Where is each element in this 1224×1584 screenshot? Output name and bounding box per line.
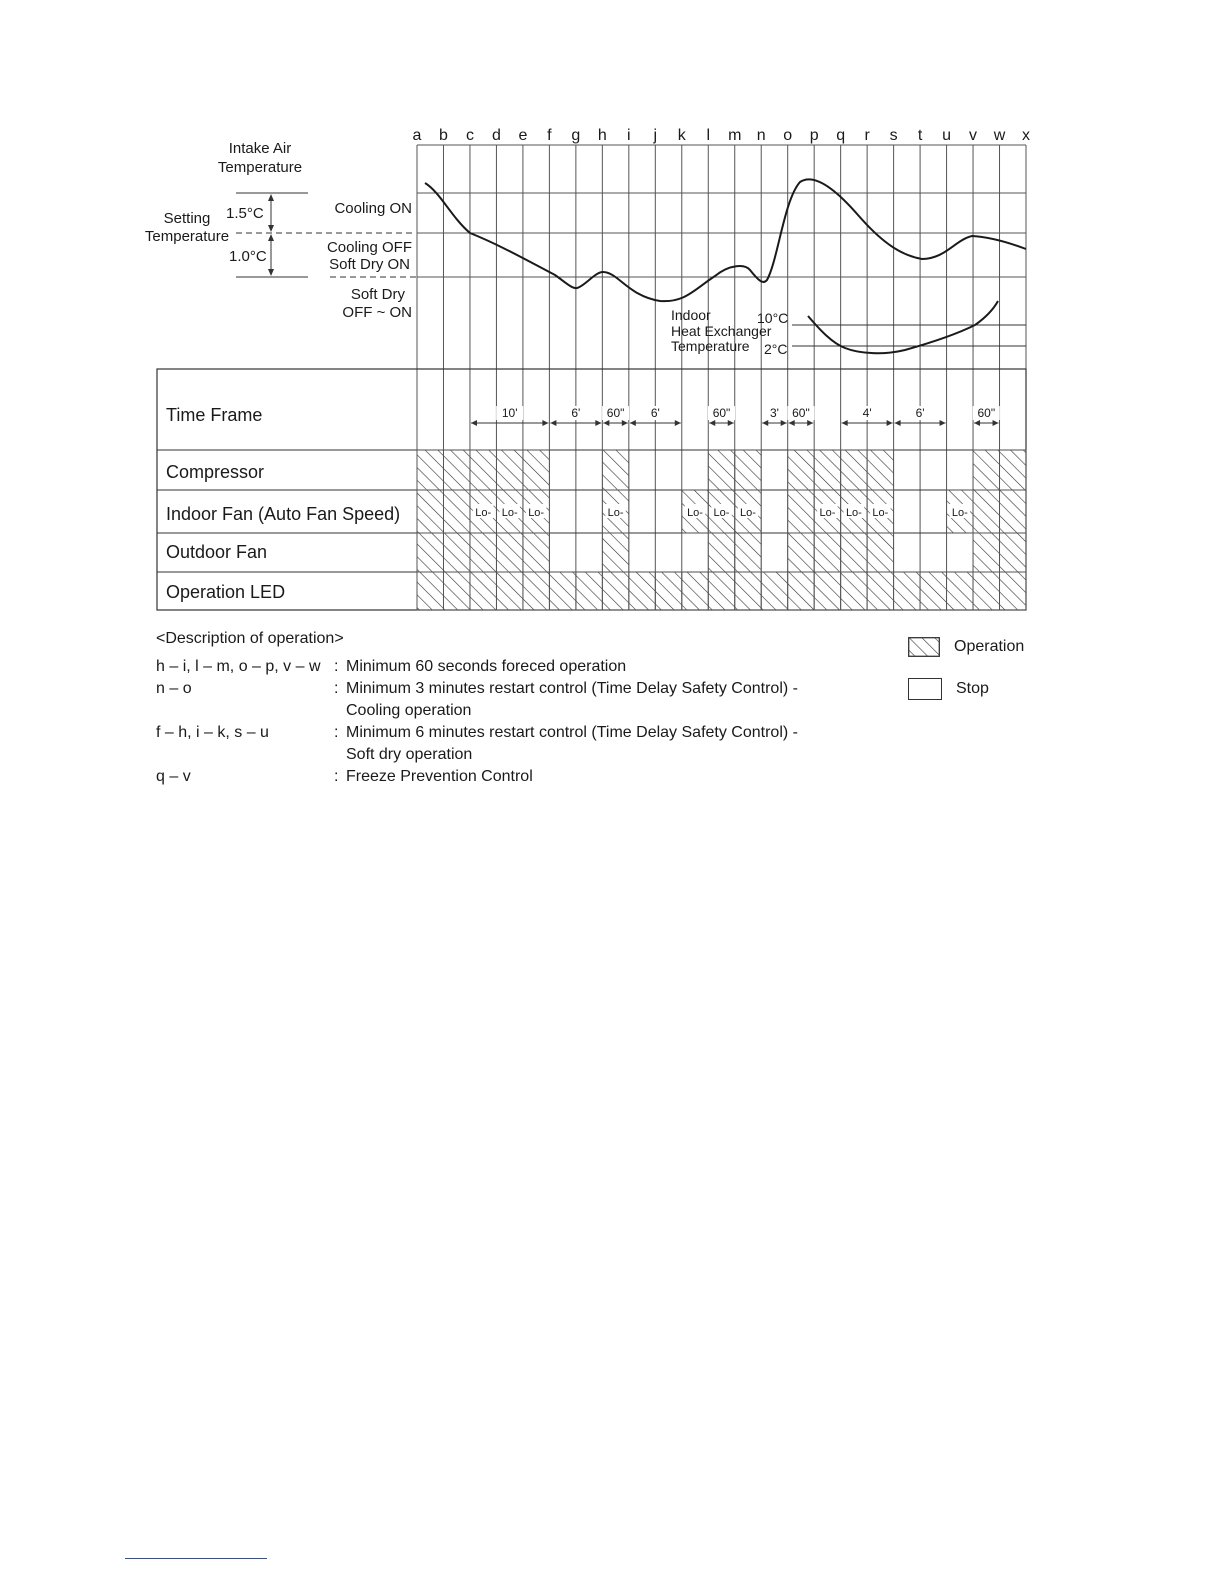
description-colon: : (334, 768, 339, 785)
time-point-p: p (809, 127, 819, 144)
soft-dry-on-label: Soft Dry ON (329, 256, 410, 273)
cell-compressor-operation (814, 450, 840, 490)
heat-exchanger-label-1: Indoor (671, 307, 711, 323)
time-span-arrowhead (781, 420, 787, 426)
time-span-arrowhead (887, 420, 893, 426)
description-key: h – i, l – m, o – p, v – w (156, 658, 321, 675)
description-item (156, 656, 876, 678)
cell-operation-led-operation (973, 572, 999, 610)
cell-outdoor-fan-operation (1000, 533, 1026, 572)
setting-temperature-label-2: Temperature (144, 228, 230, 245)
cell-operation-led-operation (735, 572, 761, 610)
cell-outdoor-fan-operation (443, 533, 469, 572)
time-point-w: w (993, 127, 1006, 144)
cell-indoor-fan-operation (417, 490, 443, 533)
description-text: Minimum 3 minutes restart control (Time Delay Safety Control) - (346, 680, 798, 697)
intake-air-label: Intake Air (228, 140, 292, 157)
time-point-g: g (571, 127, 581, 144)
time-span-arrowhead (630, 420, 636, 426)
off-on-label: OFF ~ ON (342, 304, 412, 321)
description-item (156, 766, 876, 788)
cell-compressor-operation (841, 450, 867, 490)
time-span-arrowhead (974, 420, 980, 426)
description-text: Freeze Prevention Control (346, 768, 533, 785)
lo-speed-label: Lo- (501, 507, 518, 519)
cell-operation-led-operation (788, 572, 814, 610)
time-span-arrowhead (728, 420, 734, 426)
time-point-n: n (756, 127, 766, 144)
time-span-arrowhead (622, 420, 628, 426)
lo-speed-label: Lo- (475, 507, 492, 519)
time-point-d: d (491, 127, 501, 144)
cell-operation-led-operation (867, 572, 893, 610)
cell-outdoor-fan-operation (708, 533, 734, 572)
row-label-time-frame: Time Frame (166, 405, 263, 425)
time-span-label: 60" (792, 406, 810, 420)
cell-compressor-operation (523, 450, 549, 490)
time-span-arrowhead (603, 420, 609, 426)
cell-outdoor-fan-operation (788, 533, 814, 572)
row-label-compressor: Compressor (166, 462, 265, 482)
cell-operation-led-operation (761, 572, 787, 610)
cell-outdoor-fan-operation (973, 533, 999, 572)
left-temperature-labels (145, 140, 416, 321)
time-span-label: 6' (915, 406, 925, 420)
time-span-arrowhead (993, 420, 999, 426)
time-point-r: r (864, 127, 870, 144)
cell-operation-led-operation (523, 572, 549, 610)
description-key: n – o (156, 680, 192, 697)
cooling-on-label: Cooling ON (334, 200, 412, 217)
time-span-arrowhead (709, 420, 715, 426)
cell-indoor-fan-operation (973, 490, 999, 533)
cell-compressor-operation (1000, 450, 1026, 490)
lo-speed-label: Lo- (607, 507, 624, 519)
time-point-e: e (518, 127, 528, 144)
time-span-arrowhead (895, 420, 901, 426)
time-span-arrowhead (550, 420, 556, 426)
time-span-arrowhead (471, 420, 477, 426)
row-label-indoor-fan: Indoor Fan (Auto Fan Speed) (166, 504, 401, 524)
time-point-x: x (1022, 127, 1030, 144)
cell-operation-led-operation (655, 572, 681, 610)
legend-stop-swatch (908, 678, 942, 700)
state-cells (417, 450, 1026, 610)
time-span-label: 60" (977, 406, 996, 420)
time-point-u: u (942, 127, 952, 144)
cell-indoor-fan-operation (443, 490, 469, 533)
lower-temp-label: 2°C (764, 341, 788, 357)
setting-temperature-label: Setting (163, 210, 211, 227)
cell-indoor-fan-operation (1000, 490, 1026, 533)
time-span-label: 60" (712, 406, 731, 420)
cell-operation-led-operation (947, 572, 973, 610)
time-point-c: c (465, 127, 474, 144)
cell-operation-led-operation (602, 572, 628, 610)
cell-operation-led-operation (470, 572, 496, 610)
cell-operation-led-operation (1000, 572, 1026, 610)
description-colon: : (334, 658, 339, 675)
cell-outdoor-fan-operation (867, 533, 893, 572)
legend-stop (908, 672, 1024, 706)
cell-outdoor-fan-operation (417, 533, 443, 572)
cell-compressor-operation (867, 450, 893, 490)
description-colon: : (334, 680, 339, 697)
time-span-label: 3' (769, 406, 779, 420)
legend (908, 630, 1024, 714)
cell-compressor-operation (417, 450, 443, 490)
cell-compressor-operation (496, 450, 522, 490)
cell-outdoor-fan-operation (470, 533, 496, 572)
description-text-continued: Soft dry operation (346, 746, 473, 763)
legend-operation (908, 630, 1024, 664)
lo-speed-label: Lo- (951, 507, 968, 519)
description-key: q – v (156, 768, 191, 785)
cell-outdoor-fan-operation (735, 533, 761, 572)
time-point-l: l (706, 127, 711, 144)
time-span-arrowhead (807, 420, 813, 426)
description-item (156, 722, 876, 766)
time-span-label: 4' (862, 406, 872, 420)
delta-lower-label: 1.0°C (229, 248, 267, 265)
time-span-arrowhead (762, 420, 768, 426)
cell-compressor-operation (602, 450, 628, 490)
cell-operation-led-operation (576, 572, 602, 610)
cell-operation-led-operation (708, 572, 734, 610)
cell-compressor-operation (735, 450, 761, 490)
cell-compressor-operation (788, 450, 814, 490)
time-span-label: 6' (571, 406, 581, 420)
cell-operation-led-operation (920, 572, 946, 610)
time-point-a: a (412, 127, 422, 144)
footnote-separator (125, 1558, 267, 1559)
row-label-outdoor-fan: Outdoor Fan (166, 542, 268, 562)
heat-exchanger-label-3: Temperature (671, 338, 750, 354)
cell-outdoor-fan-operation (523, 533, 549, 572)
cell-compressor-operation (470, 450, 496, 490)
description-key: f – h, i – k, s – u (156, 724, 269, 741)
row-label-operation-led: Operation LED (166, 582, 286, 602)
cell-operation-led-operation (496, 572, 522, 610)
lo-speed-label: Lo- (845, 507, 862, 519)
description-text: Minimum 6 minutes restart control (Time Delay Safety Control) - (346, 724, 798, 741)
time-point-t: t (917, 127, 923, 144)
cell-operation-led-operation (443, 572, 469, 610)
time-span-arrowhead (940, 420, 946, 426)
cell-outdoor-fan-operation (814, 533, 840, 572)
cell-compressor-operation (443, 450, 469, 490)
cell-operation-led-operation (682, 572, 708, 610)
cell-outdoor-fan-operation (602, 533, 628, 572)
lo-speed-label: Lo- (713, 507, 730, 519)
time-point-o: o (783, 127, 793, 144)
lo-speed-label: Lo- (687, 507, 703, 519)
cell-operation-led-operation (894, 572, 920, 610)
cell-operation-led-operation (814, 572, 840, 610)
time-point-b: b (439, 127, 448, 144)
lo-speed-label: Lo- (872, 507, 889, 519)
cell-operation-led-operation (841, 572, 867, 610)
cell-indoor-fan-operation (788, 490, 814, 533)
cell-operation-led-operation (629, 572, 655, 610)
description-colon: : (334, 724, 339, 741)
cooling-off-label: Cooling OFF (326, 239, 412, 256)
cell-compressor-operation (973, 450, 999, 490)
time-point-s: s (889, 127, 898, 144)
time-span-label: 60" (606, 406, 625, 420)
intake-air-temperature-curve (425, 179, 1026, 301)
heat-exchanger-temperature-curve (808, 301, 998, 353)
time-span-label: 10' (501, 406, 518, 420)
time-point-v: v (969, 127, 978, 144)
description-of-operation (156, 628, 876, 788)
cell-operation-led-operation (549, 572, 575, 610)
cell-outdoor-fan-operation (841, 533, 867, 572)
lo-speed-label: Lo- (740, 507, 756, 519)
intake-air-label-2: Temperature (217, 159, 303, 176)
description-text: Minimum 60 seconds foreced operation (346, 658, 627, 675)
lo-speed-label: Lo- (819, 507, 836, 519)
cell-outdoor-fan-operation (496, 533, 522, 572)
legend-operation-swatch (908, 637, 940, 657)
time-span-label: 6' (650, 406, 660, 420)
heat-exchanger-label-2: Heat Exchanger (671, 323, 772, 339)
legend-stop-label: Stop (956, 680, 989, 697)
legend-operation-label: Operation (954, 638, 1025, 655)
time-span-arrowhead (542, 420, 548, 426)
description-text-continued: Cooling operation (346, 702, 472, 719)
time-point-q: q (836, 127, 846, 144)
description-title: <Description of operation> (156, 630, 344, 647)
time-span-arrowhead (842, 420, 848, 426)
cell-compressor-operation (708, 450, 734, 490)
time-point-f: f (547, 127, 552, 144)
time-point-k: k (677, 127, 686, 144)
time-span-arrowhead (789, 420, 795, 426)
cell-operation-led-operation (417, 572, 443, 610)
description-item (156, 678, 876, 722)
time-span-arrowhead (595, 420, 601, 426)
time-point-i: i (627, 127, 631, 144)
soft-dry-label: Soft Dry (350, 286, 405, 303)
upper-temp-label: 10°C (757, 310, 789, 326)
time-point-h: h (597, 127, 607, 144)
time-point-m: m (728, 127, 742, 144)
lo-speed-label: Lo- (528, 507, 545, 519)
delta-upper-label: 1.5°C (226, 205, 264, 222)
time-point-letters (413, 127, 1030, 144)
time-point-j: j (653, 127, 658, 144)
time-frame-spans (471, 406, 1000, 426)
time-span-arrowhead (675, 420, 681, 426)
